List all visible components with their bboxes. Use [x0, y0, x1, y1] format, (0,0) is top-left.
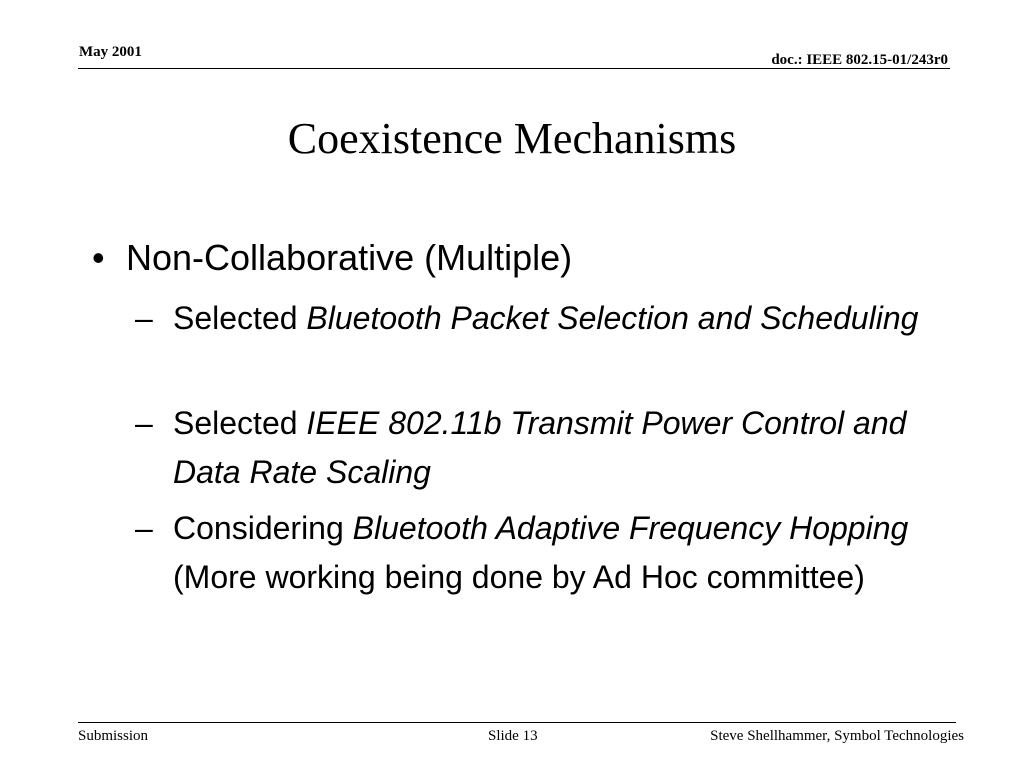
dash-icon: – — [135, 300, 153, 336]
sub-bullet-item — [135, 294, 935, 343]
footer-divider — [78, 722, 956, 723]
sub-bullet-trail: (More working being done by Ad Hoc committee) — [173, 559, 865, 595]
dash-icon: – — [135, 405, 153, 441]
sub-bullet-item — [135, 504, 935, 602]
sub-bullet-text — [173, 294, 935, 343]
sub-bullet-text — [173, 504, 935, 602]
header-doc-id: doc.: IEEE 802.15-01/243r0 — [771, 52, 948, 68]
sub-bullet-emphasis: Bluetooth Adaptive Frequency Hopping — [352, 510, 909, 546]
sub-bullet-text — [173, 399, 935, 497]
footer-author: Steve Shellhammer, Symbol Technologies — [710, 728, 964, 744]
header-date: May 2001 — [79, 44, 142, 60]
sub-bullet-item — [135, 399, 935, 497]
sub-bullet-lead: Considering — [173, 510, 353, 546]
slide-title: Coexistence Mechanisms — [287, 114, 737, 163]
bullet-item — [92, 234, 572, 282]
sub-bullet-lead: Selected — [173, 300, 307, 336]
sub-bullet-lead: Selected — [173, 405, 307, 441]
bullet-text: Non-Collaborative (Multiple) — [126, 237, 573, 278]
footer-slide-number: Slide 13 — [488, 728, 538, 744]
footer-submission: Submission — [78, 728, 149, 744]
bullet-dot-icon: • — [92, 237, 105, 278]
dash-icon: – — [135, 510, 153, 546]
sub-bullet-emphasis: IEEE 802.11b Transmit Power Control and Data Rate Scaling — [173, 405, 907, 490]
sub-bullet-emphasis: Bluetooth Packet Selection and Scheduling — [306, 300, 919, 336]
